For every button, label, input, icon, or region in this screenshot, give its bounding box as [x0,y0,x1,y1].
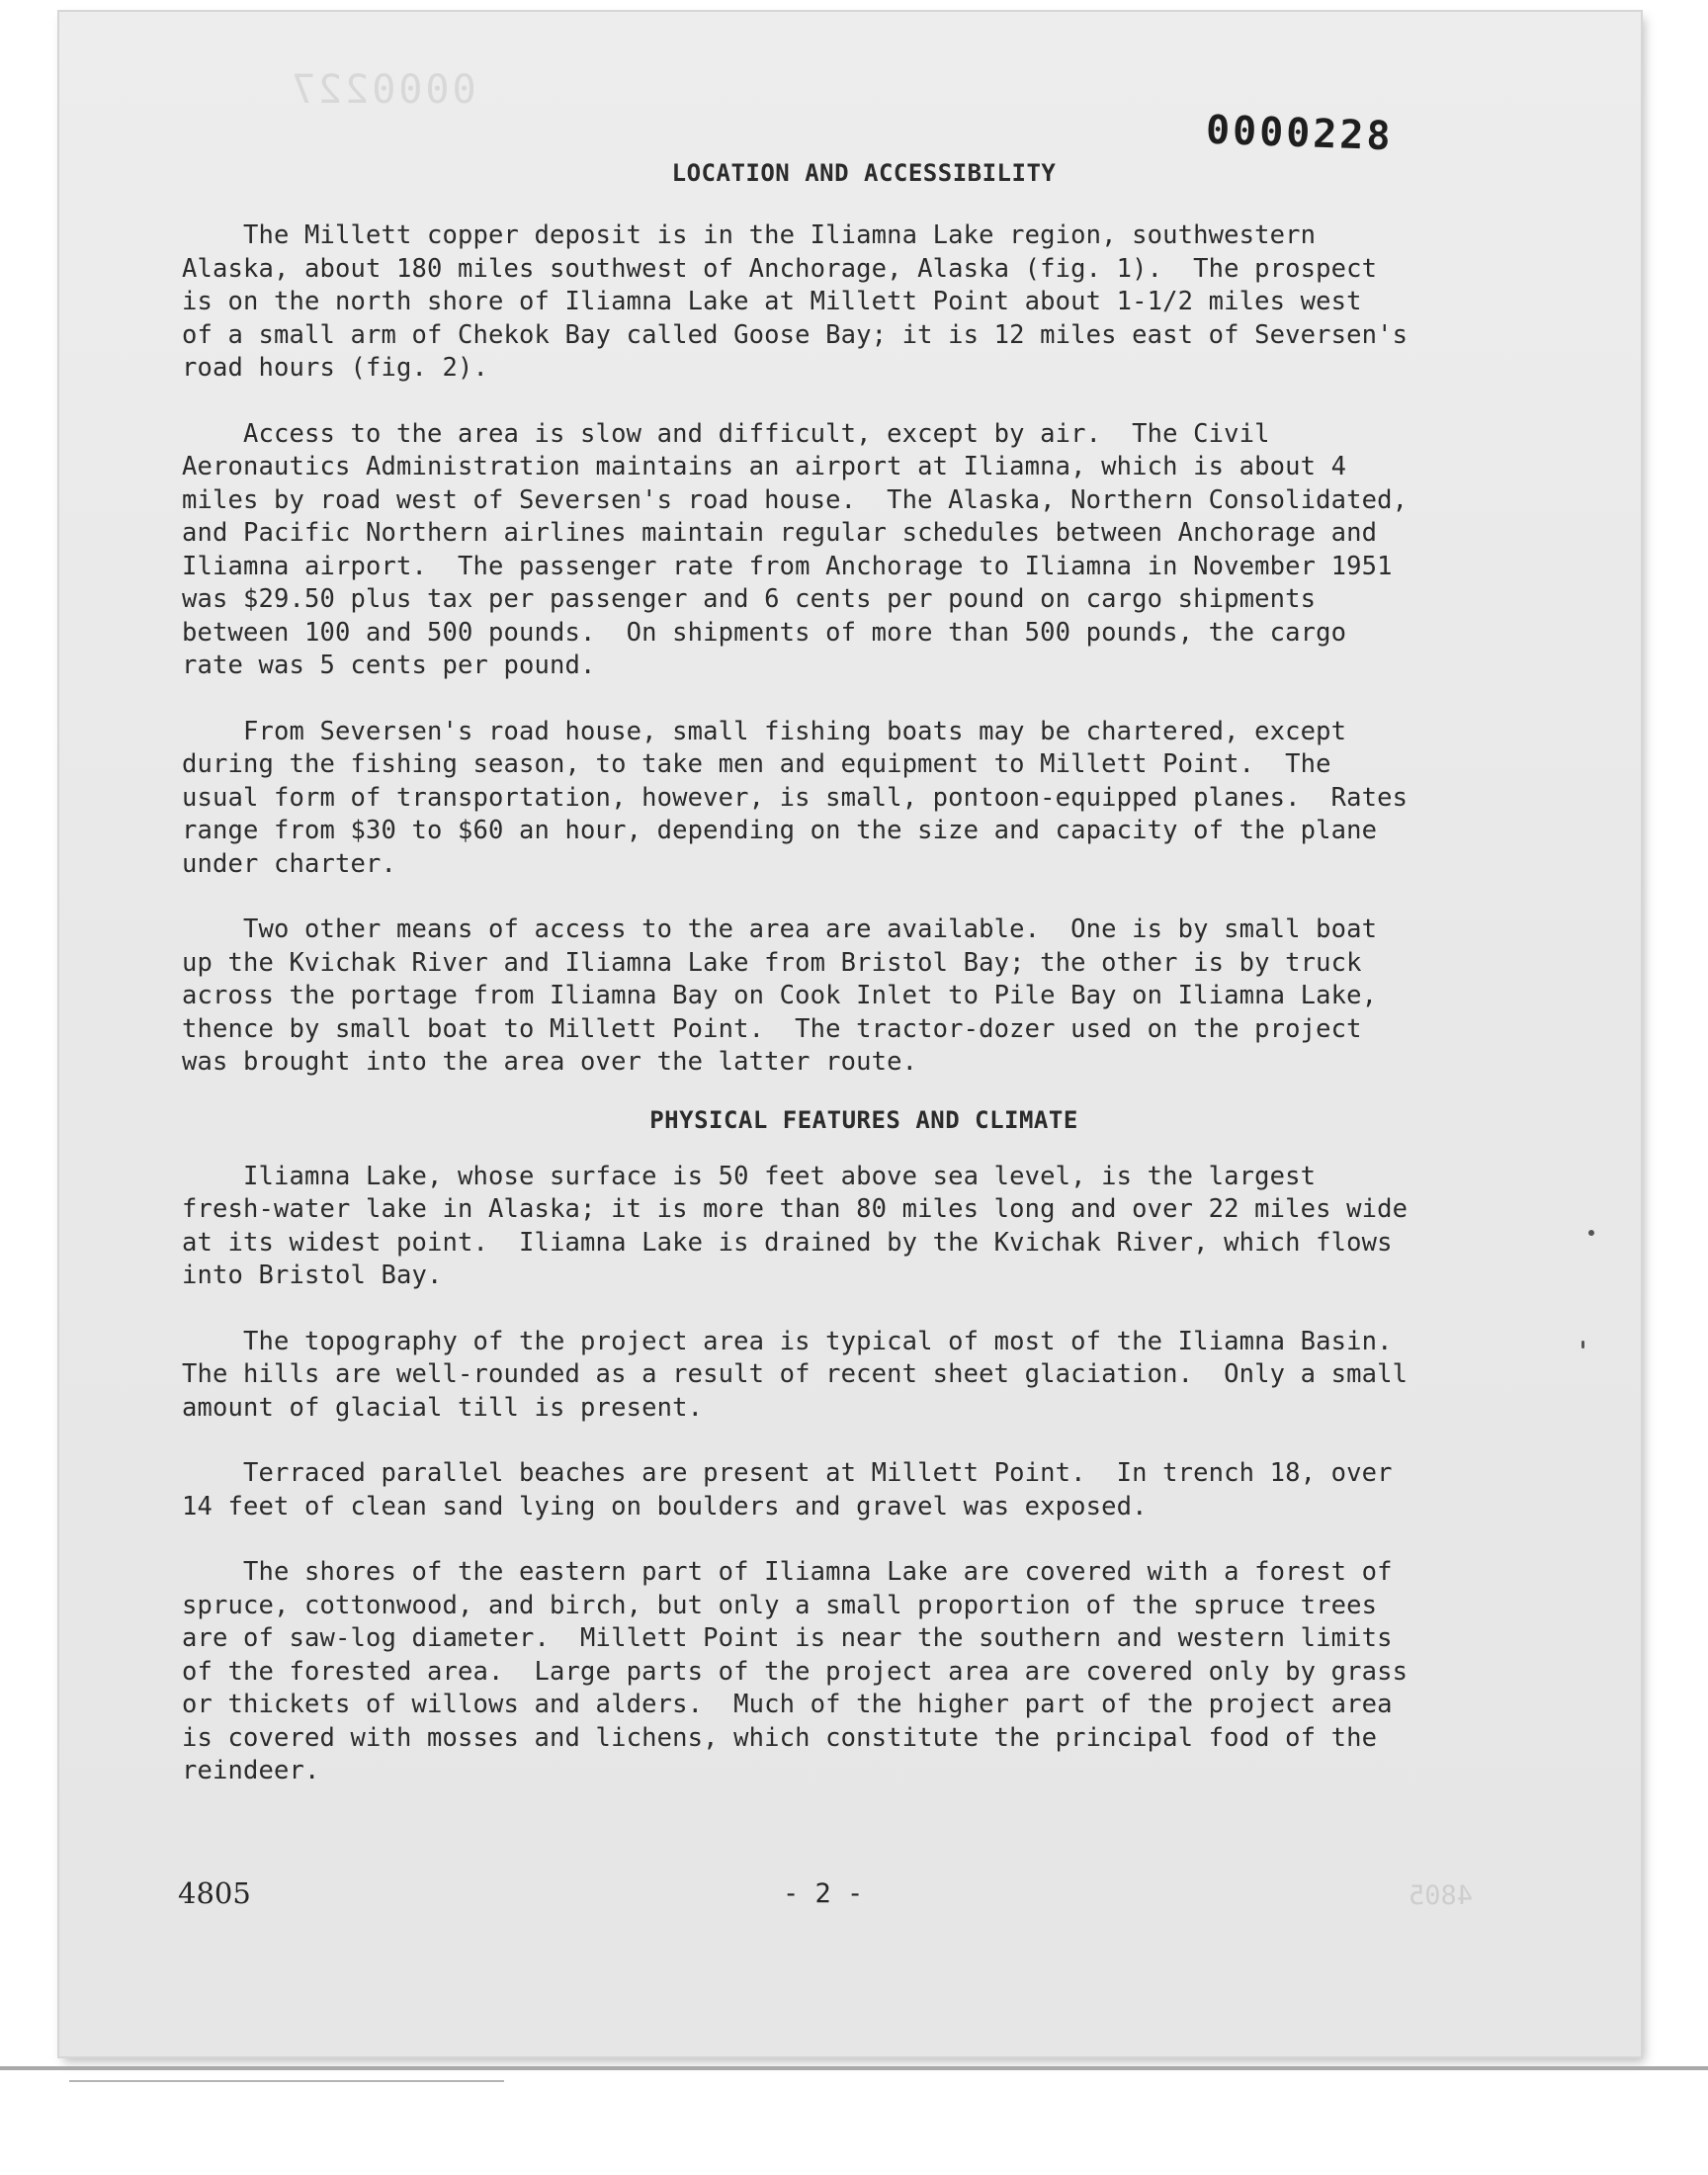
paragraph-physical-1: Iliamna Lake, whose surface is 50 feet above sea level, is the largest fresh-water lake in Alaska; it is more than 80 miles long and over 22 miles wide at its widest point. Iliamna Lake is drained by the Kvichak River, which flows into Bristol Bay. [182,1161,1409,1290]
paragraph-location-3: From Seversen's road house, small fishing boats may be chartered, except during the fishing season, to take men and equipment to Millett Point. The usual form of transportation, however, is small, pontoon-equipped planes. Rates range from $30 to $60 an hour, depending on the size and capacity of the plane under charter. [182,716,1409,879]
speck-mark [1581,1341,1584,1348]
report-code: 4805 [178,1876,251,1910]
section-heading-location: LOCATION AND ACCESSIBILITY [671,159,1057,187]
section-heading-physical: PHYSICAL FEATURES AND CLIMATE [649,1105,1078,1134]
document-body [182,156,1506,1788]
paragraph-physical-3: Terraced parallel beaches are present at Millett Point. In trench 18, over 14 feet of clean sand lying on boulders and gravel was exposed. [182,1458,1393,1522]
bleed-through-report-code: 4805 [1409,1880,1474,1911]
speck-mark [1588,1230,1594,1236]
paragraph-location-1: The Millett copper deposit is in the Iliamna Lake region, southwestern Alaska, about 180 miles southwest of Anchorage, Alaska (fig. 1). The prospect is on the north shore of Iliamna Lake at Millett Point about 1-1/2 miles west of a small arm of Chekok Bay called Goose Bay; it is 12 miles east of Seversen's road hours (fig. 2). [182,220,1409,383]
stamp-number: 0000228 [1205,107,1395,160]
paragraph-location-4: Two other means of access to the area are available. One is by small boat up the Kvichak River and Iliamna Lake from Bristol Bay; the other is by truck across the portage from Iliamna Bay on Cook Inlet to Pile Bay on Iliamna Lake, thence by small boat to Millett Point. The tractor-dozer used on the project was brought into the area over the latter route. [182,914,1378,1077]
scan-edge-line [0,2066,1708,2070]
paragraph-physical-2: The topography of the project area is typical of most of the Iliamna Basin. The hills are well-rounded as a result of recent sheet glaciation. Only a small amount of glacial till is present. [182,1326,1409,1423]
bleed-through-stamp-number: 0000227 [289,67,476,113]
paragraph-location-2: Access to the area is slow and difficult, except by air. The Civil Aeronautics Administration maintains an airport at Iliamna, which is about 4 miles by road west of Seversen's road house. The Alaska, Northern Consolidated, and Pacific Northern airlines maintain regular schedules between Anchorage and Iliamna airport. The passenger rate from Anchorage to Iliamna in November 1951 was $29.50 plus tax per passenger and 6 cents per pound on cargo shipments between 100 and 500 pounds. On shipments of more than 500 pounds, the cargo rate was 5 cents per pound. [182,418,1409,680]
paragraph-physical-4: The shores of the eastern part of Iliamna Lake are covered with a forest of spruce, cottonwood, and birch, but only a small proportion of the spruce trees are of saw-log diameter. Millett Point is near the southern and western limits of the forested area. Large parts of the project area are covered only by grass or thickets of willows and alders. Much of the higher part of the project area is covered with mosses and lichens, which constitute the principal food of the reindeer. [182,1557,1409,1785]
page-number: - 2 - [783,1878,864,1909]
scan-edge-line [69,2080,504,2082]
